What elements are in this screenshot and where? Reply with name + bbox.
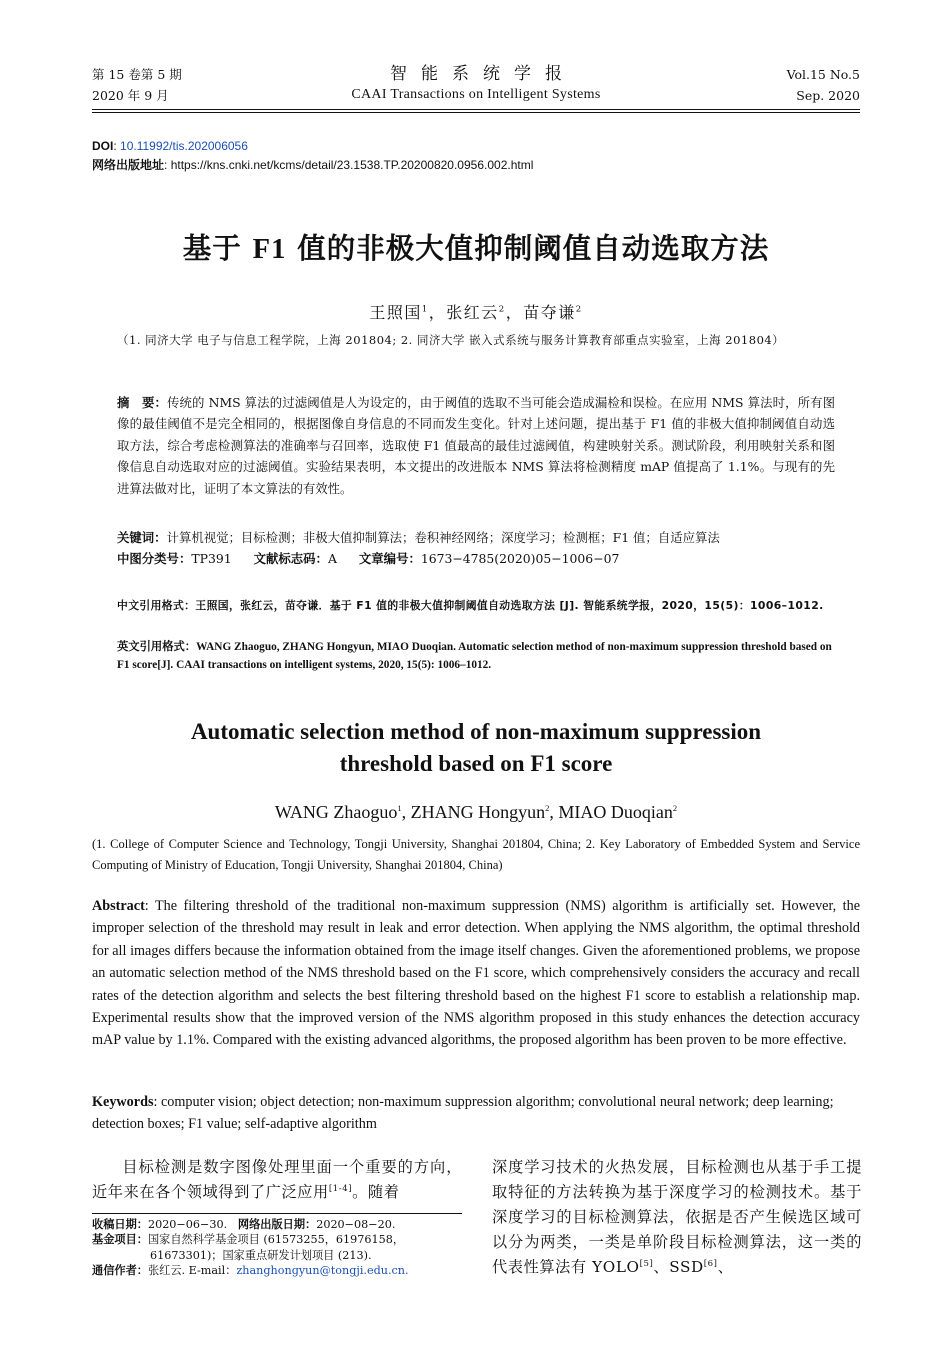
author-en: WANG Zhaoguo: [274, 802, 398, 822]
author-en: MIAO Duoqian: [558, 802, 673, 822]
affiliation-en: (1. College of Computer Science and Technology, Tongji University, Shanghai 201804, China; 2. Key Laboratory of Embedded System and Service Computing of Ministry of Education, Tongji University, Shanghai 201804, China): [92, 837, 860, 872]
title-en-line1: Automatic selection method of non-maximum suppression: [190, 719, 762, 744]
footnote-rule: [92, 1213, 462, 1214]
article-no-value: 1673−4785(2020)05−1006−07: [420, 551, 620, 566]
footnote-fund-cont: 61673301)；国家重点研发计划项目 (213).: [150, 1248, 372, 1262]
keywords-en: [92, 1091, 860, 1136]
doi-block: DOI: 10.11992/tis.202006056 网络出版地址: https://kns.cnki.net/kcms/detail/23.1538.TP.20200820.0956.002.html: [92, 139, 534, 172]
date-en: Sep. 2020: [796, 88, 860, 103]
abstract-cn-label: 摘 要：: [117, 395, 168, 410]
authors-cn: 王照国$^1$，张红云$^2$，苗夺谦$^2$: [369, 303, 583, 322]
citation-ref: [5]: [639, 1258, 654, 1269]
clc-label: 中图分类号：: [117, 551, 192, 566]
journal-name-en: CAAI Transactions on Intelligent Systems: [351, 87, 601, 102]
citation-ref: [1-4]: [328, 1183, 353, 1194]
doc-code-value: A: [327, 551, 337, 566]
header-rule-thin: [92, 112, 860, 113]
title-cn-f1: F1: [252, 234, 287, 265]
doi-label: DOI: [92, 139, 114, 153]
author-cn: 苗夺谦: [523, 303, 576, 322]
affiliation-cn: （1. 同济大学 电子与信息工程学院，上海 201804; 2. 同济大学 嵌入式系统与服务计算教育部重点实验室，上海 201804）: [117, 333, 785, 347]
page-header: [92, 64, 860, 110]
footnote-fund: 基金项目：国家自然科学基金项目 (61573255，61976158，: [92, 1233, 405, 1247]
volume-issue-cn: 第 15 卷第 5 期: [92, 67, 182, 82]
header-center: [92, 64, 860, 106]
body-paragraph: 深度学习技术的火热发展，目标检测也从基于手工提取特征的方法转换为基于深度学习的检测技术。基于深度学习的目标检测算法，依据是否产生候选区域可以分为两类，一类是单阶段目标检测算法，这一类的代表性算法有 YOLO[5]、SSD[6]、: [492, 1158, 862, 1276]
online-address-url[interactable]: https://kns.cnki.net/kcms/detail/23.1538.TP.20200820.0956.002.html: [170, 158, 534, 172]
journal-name-cn: 智能系统学报: [390, 64, 576, 84]
abstract-en: [92, 895, 860, 1052]
title-en-line2: threshold based on F1 score: [339, 751, 613, 776]
authors-en: WANG Zhaoguo$^1$, ZHANG Hongyun$^2$, MIAO Duoqian$^2$: [274, 802, 678, 822]
citation-cn: 中文引用格式：王照国，张红云，苗夺谦．基于 F1 值的非极大值抑制阈值自动选取方法 [J]. 智能系统学报，2020，15(5)：1006–1012.: [117, 599, 824, 612]
author-en: ZHANG Hongyun: [410, 802, 546, 822]
keywords-en-label: Keywords: [92, 1094, 154, 1110]
title-cn: 基于 F1 值的非极大值抑制阈值自动选取方法: [182, 232, 770, 265]
abstract-en-label: Abstract: [92, 898, 145, 914]
body-column-left: [92, 1155, 462, 1278]
footnote-dates: 收稿日期：2020−06−30. 网络出版日期：2020−08−20.: [92, 1218, 396, 1231]
clc-value: TP391: [191, 551, 232, 566]
footnotes: [92, 1217, 462, 1278]
footnote-corresponding: 通信作者：张红云. E-mail：zhanghongyun@tongji.edu.cn.: [92, 1263, 409, 1277]
doi-link[interactable]: 10.11992/tis.202006056: [120, 139, 248, 153]
citation-ref: [6]: [703, 1258, 718, 1269]
abstract-en-text: : The filtering threshold of the traditional non-maximum suppression (NMS) algorithm is artificially set. However, the improper selection of the threshold may result in leak and error detection. When applying the NMS algorithm, the optimal threshold for all images differs because the information obtained from the image itself changes. Given the aforementioned problems, we propose an automatic selection method of the NMS threshold based on the F1 score, which comprehensively considers the accuracy and recall rates of the detection algorithm and selects the best filtering threshold based on the highest F1 score to establish a relationship map. Experimental results show that the improved version of the NMS algorithm proposed in this study enhances the detection accuracy mAP value by 1.1%. Compared with the existing advanced algorithms, the proposed algorithm has been proven to be more effective.: [92, 898, 860, 1049]
body-column-right: [492, 1155, 862, 1280]
keywords-cn: [117, 527, 835, 548]
volume-en: Vol.15 No.5: [786, 67, 860, 82]
keywords-cn-text: 计算机视觉；目标检测；非极大值抑制算法；卷积神经网络；深度学习；检测框；F1 值；自适应算法: [166, 530, 720, 545]
keywords-en-text: : computer vision; object detection; non-maximum suppression algorithm; convolutional neural network; deep learning; detection boxes; F1 value; self-adaptive algorithm: [92, 1094, 834, 1133]
doc-code-label: 文献标志码：: [253, 551, 328, 566]
corresponding-email-link[interactable]: zhanghongyun@tongji.edu.cn.: [236, 1263, 409, 1277]
keywords-cn-label: 关键词：: [117, 530, 167, 545]
header-right: [787, 64, 860, 106]
citation-en: 英文引用格式：WANG Zhaoguo, ZHANG Hongyun, MIAO Duoqian. Automatic selection method of non-maximum suppression threshold based on F1 score[J]. CAAI transactions on intelligent systems, 2020, 15(5): 1006–1012.: [117, 641, 832, 671]
abstract-cn-text: 传统的 NMS 算法的过滤阈值是人为设定的，由于阈值的选取不当可能会造成漏检和误检。在应用 NMS 算法时，所有图像的最佳阈值不是完全相同的，根据图像自身信息的不同而发生变化。针对上述问题，提出基于 F1 值的非极大值抑制阈值自动选取方法，综合考虑检测算法的准确率与召回率，选取使 F1 值最高的最佳过滤阈值，构建映射关系。测试阶段，利用映射关系和图像信息自动选取对应的过滤阈值。实验结果表明，本文提出的改进版本 NMS 算法将检测精度 mAP 值提高了 1.1%。与现有的先进算法做对比，证明了本文算法的有效性。: [117, 395, 835, 496]
classification-cn: [117, 548, 835, 569]
article-no-label: 文章编号：: [358, 551, 421, 566]
abstract-cn: [117, 392, 835, 499]
title-en: [0, 716, 952, 780]
author-cn: 张红云: [446, 303, 499, 322]
online-address-label: 网络出版地址: [92, 158, 165, 172]
body-paragraph: 目标检测是数字图像处理里面一个重要的方向，近年来在各个领域得到了广泛应用[1-4]。随着: [92, 1158, 462, 1201]
author-cn: 王照国: [369, 303, 422, 322]
header-rule: [92, 109, 860, 110]
date-cn: 2020 年 9 月: [92, 88, 169, 103]
